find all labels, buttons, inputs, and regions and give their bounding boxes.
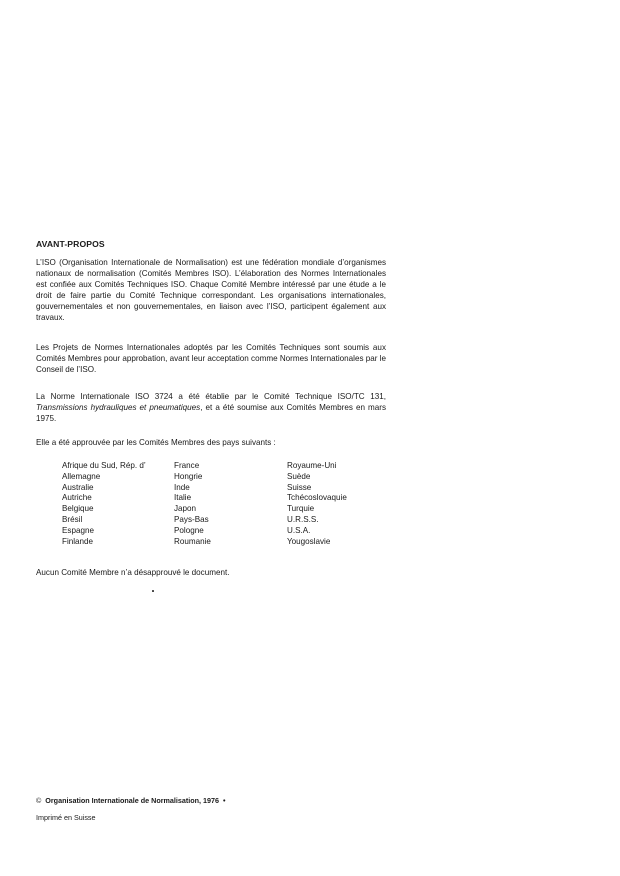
- country-item: U.S.A.: [287, 525, 311, 535]
- country-item: Suède: [287, 471, 311, 481]
- country-item: Tchécoslovaquie: [287, 493, 347, 503]
- p3-text-after: , et a été soumise aux Comités Membres en mars 1975.: [36, 403, 386, 423]
- bullet-icon: •: [223, 796, 226, 805]
- country-item: Suisse: [287, 482, 312, 492]
- country-item: Roumanie: [174, 536, 211, 546]
- country-item: Royaume-Uni: [287, 461, 337, 470]
- country-item: Inde: [174, 482, 190, 492]
- country-item: France: [174, 461, 200, 470]
- country-item: Afrique du Sud, Rép. d’: [62, 461, 146, 470]
- country-item: Belgique: [62, 504, 94, 514]
- country-item: Australie: [62, 482, 94, 492]
- country-column-2: [174, 461, 211, 547]
- paragraph-iso-intro: L’ISO (Organisation Internationale de Normalisation) est une fédération mondiale d’organismes nationaux de normalisation (Comités Membres ISO). L’élaboration des Normes Internationales est confiée aux Comités Techniques ISO. Chaque Comité Membre intéressé par une étude a le droit de faire partie du Comité Technique correspondant. Les organisations internationales, gouvernementales et non gouvernementales, en liaison avec l’ISO, participent également aux travaux.: [36, 258, 386, 322]
- country-item: U.R.S.S.: [287, 514, 319, 524]
- paragraph-draft-standards: Les Projets de Normes Internationales adoptés par les Comités Techniques sont soumis aux Comités Membres pour approbation, avant leur acceptation comme Normes Internationales par le Conseil de l’ISO.: [36, 343, 387, 374]
- country-column-1: [62, 461, 146, 547]
- print-speck: [152, 590, 154, 592]
- country-item: Pologne: [174, 525, 204, 535]
- country-column-3: [287, 461, 347, 547]
- country-item: Finlande: [62, 536, 94, 546]
- paragraph-standard-origin: [36, 391, 386, 424]
- country-item: Hongrie: [174, 471, 203, 481]
- country-item: Autriche: [62, 493, 92, 503]
- country-item: Turquie: [287, 504, 315, 514]
- paragraph-approval-intro: Elle a été approuvée par les Comités Membres des pays suivants :: [36, 438, 276, 447]
- country-item: Italie: [174, 493, 192, 503]
- country-item: Yougoslavie: [287, 536, 331, 546]
- copyright-icon: ©: [36, 796, 42, 805]
- section-heading: AVANT-PROPOS: [36, 239, 105, 249]
- p3-text-before: La Norme Internationale ISO 3724 a été établie par le Comité Technique ISO/TC 131,: [36, 392, 386, 401]
- paragraph-no-disapproval: Aucun Comité Membre n’a désapprouvé le document.: [36, 568, 230, 577]
- copyright-text: Organisation Internationale de Normalisation, 1976: [45, 796, 220, 805]
- committee-title: Transmissions hydrauliques et pneumatiques: [36, 403, 201, 412]
- country-item: Allemagne: [62, 471, 101, 481]
- copyright-line: [36, 796, 226, 805]
- country-item: Brésil: [62, 514, 83, 524]
- country-item: Pays-Bas: [174, 514, 209, 524]
- country-item: Espagne: [62, 525, 94, 535]
- printed-in: Imprimé en Suisse: [36, 813, 96, 822]
- country-item: Japon: [174, 504, 197, 514]
